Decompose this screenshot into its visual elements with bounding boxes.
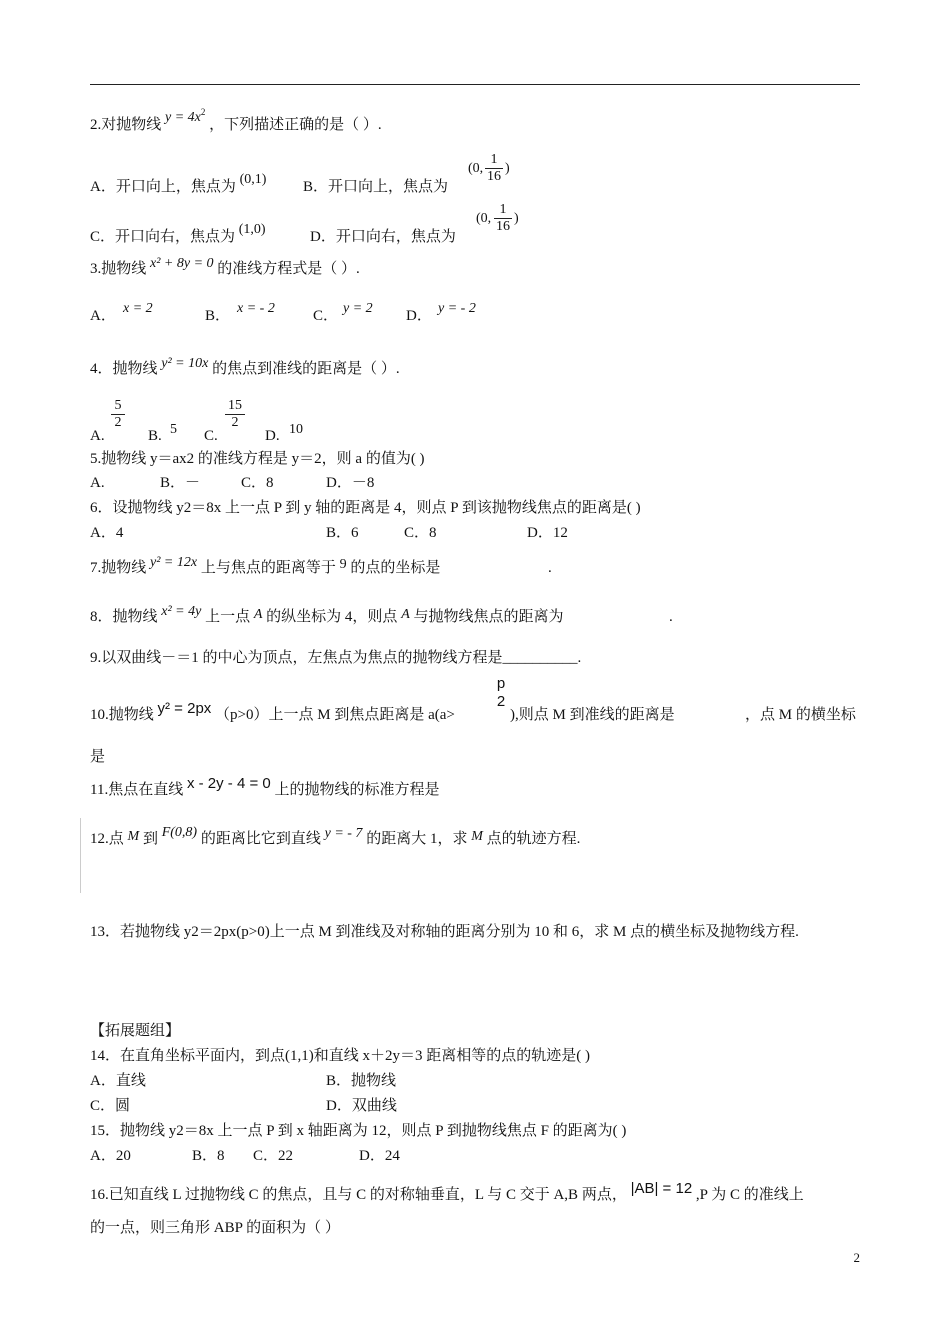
q14-option-a: A．直线	[90, 1073, 146, 1089]
q11-equation: x - 2y - 4 = 0	[186, 775, 271, 792]
q2-b-point-right: )	[505, 161, 510, 176]
q6-option-c: C．8	[404, 525, 437, 541]
q16-equation: |AB| = 12	[630, 1180, 693, 1197]
question-3: 3.抛物线 x² + 8y = 0 的准线方程式是（ ）.	[90, 256, 360, 277]
question-13: 13．若抛物线 y2＝2px(p>0)上一点 M 到准线及对称轴的距离分别为 10 和 6，求 M 点的横坐标及抛物线方程.	[90, 924, 799, 940]
question-4: 4．抛物线 y² = 10x 的焦点到准线的距离是（ ）.	[90, 356, 400, 377]
q2-b-point-left: (0,	[468, 161, 484, 176]
q2-stem-b: ，下列描述正确的是（ ）.	[209, 117, 382, 133]
question-14: 14．在直角坐标平面内，到点(1,1)和直线 x＋2y＝3 距离相等的点的轨迹是( )	[90, 1048, 590, 1064]
margin-line	[80, 818, 81, 893]
q10-equation: y² = 2px	[157, 700, 212, 717]
q2-option-a: A．开口向上，焦点为 (0,1)	[90, 172, 267, 195]
q14-option-d: D．双曲线	[326, 1098, 397, 1114]
q3-option-d: D．	[406, 308, 432, 324]
q6-option-a: A．4	[90, 525, 124, 541]
q12-var-m: M	[127, 829, 140, 844]
q4-option-d: D.	[265, 428, 280, 444]
q2-d-fraction: $\frac{1}{16}$	[496, 202, 510, 234]
question-9: 9.以双曲线－＝1 的中心为顶点，左焦点为焦点的抛物线方程是__________.	[90, 650, 582, 666]
q8-equation: x² = 4y	[161, 604, 202, 619]
q4-d-value: 10	[289, 422, 303, 437]
q12-line: y = - 7	[324, 826, 363, 841]
q10-stem-d: ，点 M 的横坐标	[745, 707, 856, 723]
q3-d-value: y = - 2	[438, 301, 476, 316]
q5-option-d: D．－8	[326, 475, 375, 491]
q3-b-value: x = - 2	[237, 301, 275, 316]
q2-equation: y = 4x	[165, 110, 201, 125]
q4-c-fraction: $\frac{15}{2}$	[225, 398, 245, 431]
q3-option-b: B．	[205, 308, 231, 324]
q16-line-2: 的一点，则三角形 ABP 的面积为（ ）	[90, 1220, 340, 1236]
q4-equation: y² = 10x	[161, 356, 209, 371]
q2-option-b: B．开口向上，焦点为	[303, 179, 449, 195]
q2-d-point-right: )	[514, 211, 519, 226]
q6-option-d: D．12	[527, 525, 568, 541]
q12-point: F(0,8)	[161, 825, 198, 840]
q4-option-a: A.	[90, 428, 105, 444]
q7-end: .	[548, 560, 552, 576]
page-number: 2	[853, 1250, 860, 1265]
q4-option-b: B.	[148, 428, 162, 444]
q15-option-a: A．20	[90, 1148, 131, 1164]
q7-equation: y² = 12x	[150, 555, 198, 570]
q3-a-value: x = 2	[123, 301, 153, 316]
q2-b-fraction: $\frac{1}{16}$	[487, 152, 501, 184]
q8-var-a: A	[253, 607, 263, 622]
q2-c-point: (1,0)	[238, 222, 266, 237]
q3-equation: x² + 8y = 0	[150, 256, 214, 271]
q14-option-b: B．抛物线	[326, 1073, 397, 1089]
q15-option-d: D．24	[359, 1148, 400, 1164]
q2-option-d: D．开口向右，焦点为	[310, 229, 456, 245]
question-16: 16.已知直线 L 过抛物线 C 的焦点，且与 C 的对称轴垂直，L 与 C 交于 A,B 两点， |AB| = 12 ,P 为 C 的准线上	[90, 1180, 804, 1203]
q14-option-c: C．圆	[90, 1098, 131, 1114]
section-heading: 【拓展题组】	[90, 1023, 181, 1039]
q5-option-c: C．8	[241, 475, 274, 491]
question-8: 8．抛物线 x² = 4y 上一点 A 的纵坐标为 4，则点 A 与抛物线焦点的距离为	[90, 604, 564, 625]
q12-var-m2: M	[471, 829, 483, 844]
question-11: 11.焦点在直线 x - 2y - 4 = 0 上的抛物线的标准方程是	[90, 775, 440, 798]
q2-eq-sup: 2	[200, 107, 206, 117]
question-2	[90, 107, 382, 136]
q3-option-a: A．	[90, 308, 116, 324]
q5-option-b: B．－	[160, 475, 201, 491]
q15-option-c: C．22	[253, 1148, 294, 1164]
q4-a-fraction: $\frac{5}{2}$	[111, 398, 125, 431]
q4-b-value: 5	[170, 422, 177, 437]
q7-value: 9	[339, 557, 347, 572]
question-7: 7.抛物线 y² = 12x 上与焦点的距离等于 9 的点的坐标是	[90, 555, 441, 576]
q3-option-c: C．	[313, 308, 339, 324]
q2-a-point: (0,1)	[239, 172, 267, 187]
q3-c-value: y = 2	[343, 301, 373, 316]
question-10: 10.抛物线 y² = 2px （p>0）上一点 M 到焦点距离是 a(a>	[90, 700, 455, 723]
q2-option-c: C．开口向右，焦点为 (1,0)	[90, 222, 266, 245]
q5-option-a: A.	[90, 475, 105, 491]
q10-fraction: p 2	[496, 675, 506, 710]
question-15: 15．抛物线 y2＝8x 上一点 P 到 x 轴距离为 12，则点 P 到抛物线焦点 F 的距离为( )	[90, 1123, 627, 1139]
question-12: 12.点 M 到 F(0,8) 的距离比它到直线 y = - 7 的距离大 1，求 M 点的轨迹方程.	[90, 825, 581, 847]
question-5: 5.抛物线 y＝ax2 的准线方程是 y＝2，则 a 的值为( )	[90, 451, 425, 467]
q10-stem-c: ),则点 M 到准线的距离是	[510, 707, 675, 723]
q4-option-c: C.	[204, 428, 218, 444]
q2-stem-a: 2.对抛物线	[90, 117, 162, 133]
q6-option-b: B．6	[326, 525, 359, 541]
q8-end: .	[669, 609, 673, 625]
header-rule	[90, 84, 860, 85]
q15-option-b: B．8	[192, 1148, 225, 1164]
q2-d-point-left: (0,	[476, 211, 492, 226]
q10-line-2: 是	[90, 749, 106, 765]
question-6: 6．设抛物线 y2＝8x 上一点 P 到 y 轴的距离是 4，则点 P 到该抛物线焦点的距离是( )	[90, 500, 641, 516]
q8-var-a2: A	[401, 607, 410, 622]
